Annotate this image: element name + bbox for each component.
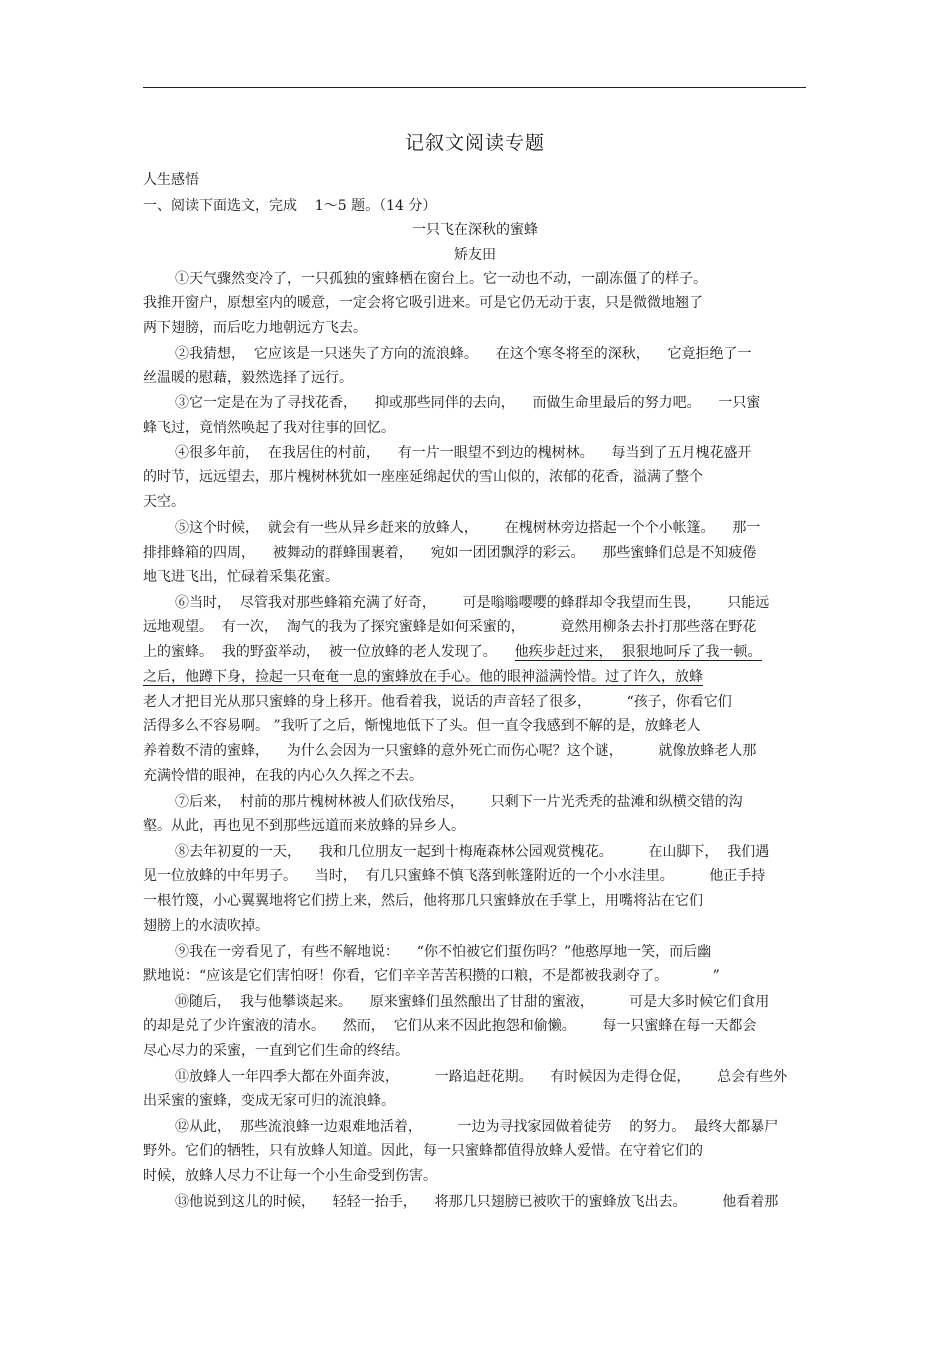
document-title: 记叙文阅读专题 [404,132,545,154]
text-line: 老人才把目光从那只蜜蜂的身上移开。他看着我，说话的声音轻了很多， “孩子，你看它们 [143,694,732,710]
text-line: ⑧去年初夏的一天， 我和几位朋友一起到十梅庵森林公园观赏槐花。 在山脚下， 我们遇 [175,844,770,860]
text-line: 野外。它们的牺牲，只有放蜂人知道。因此，每一只蜜蜂都值得放蜂人爱惜。在守着它们的 [143,1143,703,1159]
text-line: 见一位放蜂的中年男子。 当时， 有几只蜜蜂不慎飞落到帐篷附近的一个小水洼里。 他正手持 [143,868,766,884]
text-line: ⑤这个时候， 就会有一些从异乡赶来的放蜂人， 在槐树林旁边搭起一个个小帐篷。 那一 [175,520,761,536]
text-line: 远地观望。 有一次， 淘气的我为了探究蜜蜂是如何采蜜的， 竟然用柳条去扑打那些落在野花 [143,619,757,635]
text-line: ④很多年前， 在我居住的村前， 有一片一眼望不到边的槐树林。 每当到了五月槐花盛开 [175,445,752,461]
text-line: 两下翅膀，而后吃力地朝远方飞去。 [143,320,367,336]
text-line: ⑪放蜂人一年四季大都在外面奔波， 一路追赶花期。 有时候因为走得仓促， 总会有些外 [175,1069,788,1085]
text-line: 地飞进飞出，忙碌着采集花蜜。 [143,569,339,585]
text-line: 养着数不清的蜜蜂， 为什么会因为一只蜜蜂的意外死亡而伤心呢？这个谜， 就像放蜂老人那 [143,743,757,759]
header-rule [143,87,806,88]
text-line: 默地说：“应该是它们害怕呀！你看，它们辛辛苦苦积攒的口粮，不是都被我剥夺了。 ” [143,968,720,984]
text-line: ⑩随后， 我与他攀谈起来。 原来蜜蜂们虽然酿出了甘甜的蜜液， 可是大多时候它们食用 [175,994,770,1010]
underlined-sentence: 之后，他蹲下身，捡起一只奄奄一息的蜜蜂放在手心。他的眼神溢满怜惜。过了许久，放蜂 [143,669,703,685]
text-line [143,666,806,688]
text-line [143,641,806,663]
text-line: 壑。从此，再也见不到那些远道而来放蜂的异乡人。 [143,818,465,834]
text-line: ①天气骤然变冷了，一只孤独的蜜蜂栖在窗台上。它一动也不动，一副冻僵了的样子。 [175,271,707,287]
text-line: 丝温暖的慰藉，毅然选择了远行。 [143,370,353,386]
text-line: 活得多么不容易啊。 ”我听了之后，惭愧地低下了头。但一直令我感到不解的是，放蜂老人 [143,718,701,734]
text-line: 我推开窗户，原想室内的暖意，一定会将它吸引进来。可是它仍无动于衷，只是微微地翘了 [143,295,703,311]
text-line: ②我猜想， 它应该是一只迷失了方向的流浪蜂。 在这个寒冬将至的深秋， 它竟拒绝了一 [175,346,752,362]
text-line: ⑫从此， 那些流浪蜂一边艰难地活着， 一边为寻找家园做着徒劳 的努力。 最终大都暴尸 [175,1119,779,1135]
text-line: 出采蜜的蜜蜂，变成无家可归的流浪蜂。 [143,1093,395,1109]
article-author: 矫友田 [454,247,496,263]
text-line: ⑦后来， 村前的那片槐树林被人们砍伐殆尽， 只剩下一片光秃秃的盐滩和纵横交错的沟 [175,794,743,810]
text-line: ③它一定是在为了寻找花香， 抑或那些同伴的去向， 而做生命里最后的努力吧。 一只蜜 [175,395,761,411]
text-line: 的时节，远远望去，那片槐树林犹如一座座延绵起伏的雪山似的，浓郁的花香，溢满了整个 [143,469,703,485]
article-title: 一只飞在深秋的蜜蜂 [412,222,538,238]
text-line: 时候，放蜂人尽力不让每一个小生命受到伤害。 [143,1168,437,1184]
text-segment: 上的蜜蜂。 我的野蛮举动， 被一位放蜂的老人发现了。 [143,644,515,660]
text-line: 翅膀上的水渍吹掉。 [143,918,269,934]
text-line: ⑬他说到这儿的时候， 轻轻一抬手， 将那几只翅膀已被吹干的蜜蜂放飞出去。 他看着那 [175,1194,779,1210]
text-line: 蜂飞过，竟悄然唤起了我对往事的回忆。 [143,420,395,436]
text-line: 充满怜惜的眼神，在我的内心久久挥之不去。 [143,768,423,784]
text-line: ⑨我在一旁看见了，有些不解地说： “你不怕被它们蜇伤吗？”他憨厚地一笑，而后幽 [175,944,712,960]
text-line: 排排蜂箱的四周， 被舞动的群蜂围裹着， 宛如一团团飘浮的彩云。 那些蜜蜂们总是不知疲倦 [143,545,757,561]
section-label: 人生感悟 [143,172,199,188]
reading-instruction: 一、阅读下面选文，完成 1～5 题。（14 分） [143,198,437,214]
text-line: 一根竹篾，小心翼翼地将它们捞上来，然后，他将那几只蜜蜂放在手掌上，用嘴将沾在它们 [143,893,703,909]
text-line: ⑥当时， 尽管我对那些蜂箱充满了好奇， 可是嗡嗡嘤嘤的蜂群却令我望而生畏， 只能远 [175,595,770,611]
underlined-sentence: 他疾步赶过来， 狠狠地呵斥了我一顿。 [514,644,762,660]
text-line: 的却是兑了少许蜜液的清水。 然而， 它们从来不因此抱怨和偷懒。 每一只蜜蜂在每一天都会 [143,1018,757,1034]
text-line: 尽心尽力的采蜜，一直到它们生命的终结。 [143,1043,409,1059]
text-line: 天空。 [143,494,185,510]
